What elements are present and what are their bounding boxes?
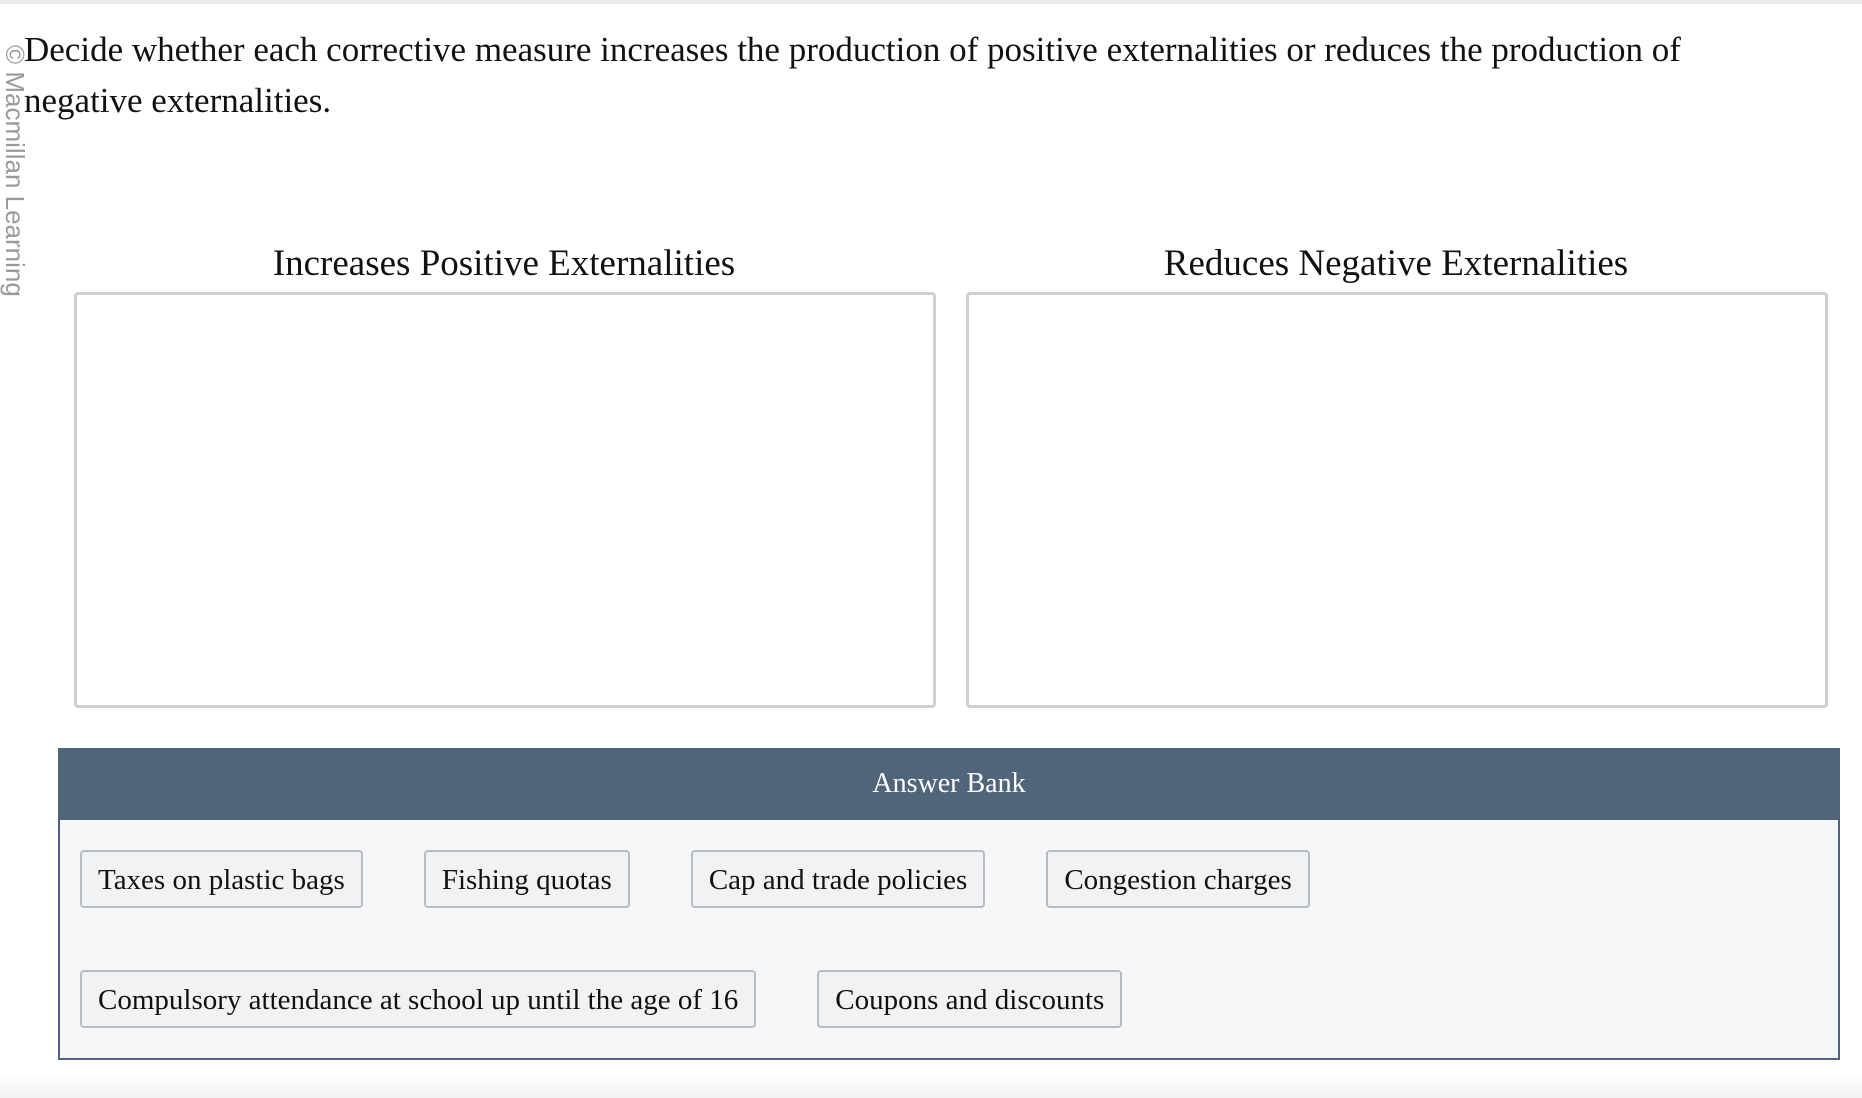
copyright-watermark: © Macmillan Learning xyxy=(0,45,30,297)
answer-bank-row xyxy=(80,970,1122,1028)
answer-chip-compulsory-attendance[interactable]: Compulsory attendance at school up until the age of 16 xyxy=(80,970,756,1028)
answer-chip-cap-and-trade[interactable]: Cap and trade policies xyxy=(691,850,986,908)
drop-zone-increases-positive[interactable] xyxy=(74,292,936,708)
answer-chip-fishing-quotas[interactable]: Fishing quotas xyxy=(424,850,630,908)
top-divider xyxy=(0,0,1862,4)
answer-bank xyxy=(58,748,1840,1060)
answer-bank-row xyxy=(80,850,1310,908)
bin-title-reduces-negative: Reduces Negative Externalities xyxy=(1163,243,1629,284)
question-prompt: Decide whether each corrective measure increases the production of positive externalities or reduces the production of negative externalities. xyxy=(24,30,1681,120)
bin-increases-positive xyxy=(74,236,934,708)
answer-bank-title: Answer Bank xyxy=(58,748,1840,820)
answer-chip-congestion-charges[interactable]: Congestion charges xyxy=(1046,850,1309,908)
bin-title-increases-positive: Increases Positive Externalities xyxy=(272,243,736,284)
answer-chip-coupons-and-discounts[interactable]: Coupons and discounts xyxy=(817,970,1122,1028)
bin-reduces-negative xyxy=(966,236,1826,708)
bottom-edge xyxy=(0,1074,1862,1098)
answer-chip-taxes-on-plastic-bags[interactable]: Taxes on plastic bags xyxy=(80,850,363,908)
drop-zone-reduces-negative[interactable] xyxy=(966,292,1828,708)
